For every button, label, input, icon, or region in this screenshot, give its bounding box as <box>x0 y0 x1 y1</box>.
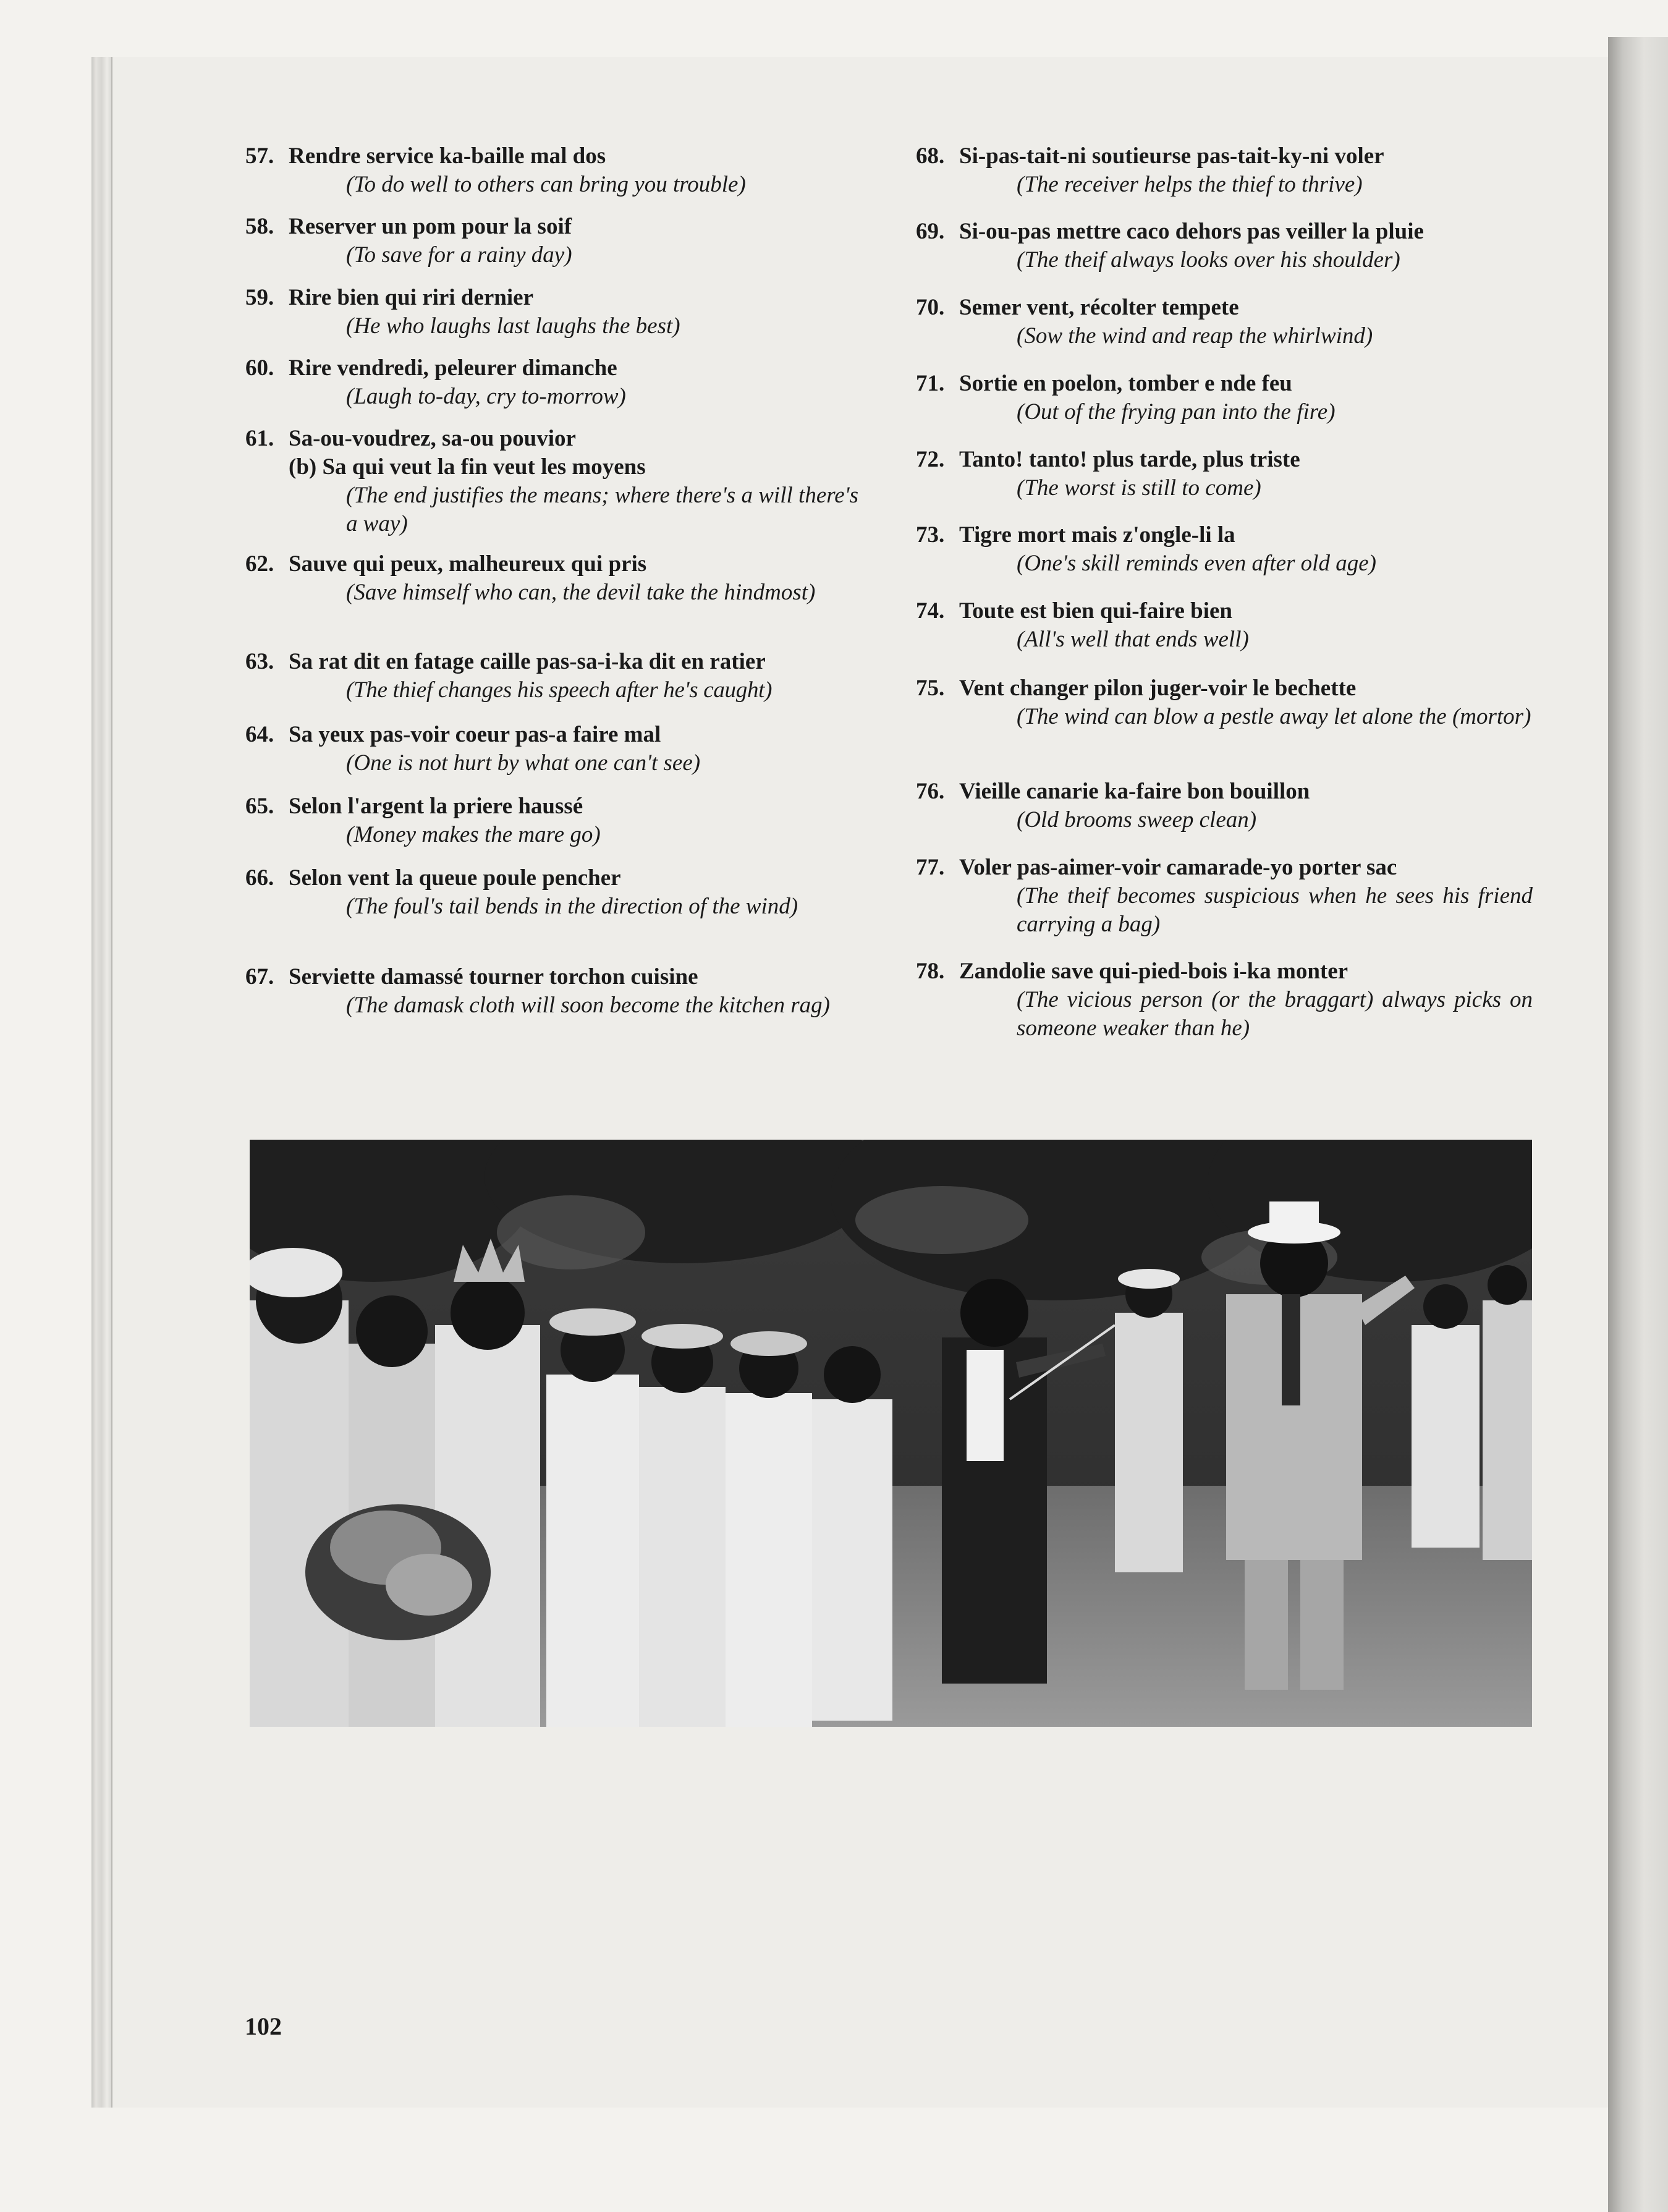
proverb-translation: (All's well that ends well) <box>1017 627 1249 652</box>
proverb-translation: (The wind can blow a pestle away let alone the (mortor) <box>1017 704 1531 729</box>
proverb-57 <box>245 142 858 213</box>
proverb-text: Si-ou-pas mettre caco dehors pas veiller la pluie <box>959 219 1424 244</box>
proverb-translation: (The vicious person (or the braggart) always picks on someone weaker than he) <box>1017 987 1533 1041</box>
proverb-number: 74. <box>916 598 945 624</box>
proverb-text: Semer vent, récolter tempete <box>959 295 1239 320</box>
proverb-translation: (The worst is still to come) <box>1017 475 1261 501</box>
proverb-text: Sa yeux pas-voir coeur pas-a faire mal <box>289 722 661 747</box>
proverb-67 <box>245 963 858 1020</box>
proverb-number: 67. <box>245 964 274 989</box>
proverb-number: 64. <box>245 722 274 747</box>
proverb-text: Zandolie save qui-pied-bois i-ka monter <box>959 959 1348 984</box>
page-number: 102 <box>245 2012 282 2040</box>
proverb-62 <box>245 550 858 648</box>
proverb-text: Rire bien qui riri dernier <box>289 285 533 310</box>
proverb-number: 63. <box>245 649 274 674</box>
proverb-72 <box>916 446 1533 521</box>
proverb-number: 57. <box>245 143 274 169</box>
proverb-63 <box>245 648 858 721</box>
proverb-number: 61. <box>245 426 274 451</box>
proverb-number: 68. <box>916 143 945 169</box>
proverb-text: Rire vendredi, peleurer dimanche <box>289 355 617 381</box>
proverb-text: Selon l'argent la priere haussé <box>289 794 583 819</box>
proverb-translation: (Old brooms sweep clean) <box>1017 807 1257 833</box>
proverb-text: Sa-ou-voudrez, sa-ou pouvior <box>289 426 576 451</box>
proverb-number: 59. <box>245 285 274 310</box>
proverb-number: 66. <box>245 865 274 891</box>
proverb-76 <box>916 778 1533 854</box>
proverb-text: Tanto! tanto! plus tarde, plus triste <box>959 447 1300 472</box>
proverb-71 <box>916 370 1533 446</box>
proverb-translation: (To do well to others can bring you trouble) <box>346 172 746 197</box>
proverb-text: Si-pas-tait-ni soutieurse pas-tait-ky-ni voler <box>959 143 1384 169</box>
proverbs-right-column <box>916 142 1533 1043</box>
proverb-number: 69. <box>916 219 945 244</box>
proverb-text: Sauve qui peux, malheureux qui pris <box>289 551 647 577</box>
proverb-translation: (He who laughs last laughs the best) <box>346 313 680 339</box>
proverb-translation: (The theif always looks over his shoulder) <box>1017 247 1400 273</box>
proverb-text: Rendre service ka-baille mal dos <box>289 143 606 169</box>
proverb-translation: (One's skill reminds even after old age) <box>1017 551 1376 576</box>
proverb-number: 71. <box>916 371 945 396</box>
proverb-translation: (The damask cloth will soon become the kitchen rag) <box>346 993 830 1018</box>
proverb-66 <box>245 864 858 963</box>
proverb-text: Serviette damassé tourner torchon cuisine <box>289 964 698 989</box>
proverb-text: Selon vent la queue poule pencher <box>289 865 621 891</box>
proverb-60 <box>245 354 858 425</box>
proverb-translation: (The thief changes his speech after he's caught) <box>346 677 773 703</box>
proverb-translation: (Save himself who can, the devil take the hindmost) <box>346 580 816 605</box>
proverb-translation: (One is not hurt by what one can't see) <box>346 750 701 776</box>
photograph-illustration <box>250 1140 1532 1727</box>
proverb-59 <box>245 284 858 354</box>
proverb-translation: (The end justifies the means; where there's a will there's a way) <box>346 483 858 536</box>
proverb-text: Sa rat dit en fatage caille pas-sa-i-ka dit en ratier <box>289 649 766 674</box>
proverb-text: Vieille canarie ka-faire bon bouillon <box>959 779 1310 804</box>
proverbs-left-column <box>245 142 858 1020</box>
proverb-number: 72. <box>916 447 945 472</box>
proverb-number: 58. <box>245 214 274 239</box>
proverb-translation: (The theif becomes suspicious when he sees his friend carrying a bag) <box>1017 883 1533 937</box>
proverb-text: Vent changer pilon juger-voir le bechette <box>959 676 1357 701</box>
proverb-number: 73. <box>916 522 945 548</box>
proverb-translation: (Laugh to-day, cry to-morrow) <box>346 384 626 409</box>
proverb-text: Voler pas-aimer-voir camarade-yo porter sac <box>959 855 1397 880</box>
proverb-subtext: (b) Sa qui veut la fin veut les moyens <box>289 454 646 480</box>
proverb-61 <box>245 425 858 550</box>
proverb-number: 65. <box>245 794 274 819</box>
proverb-73 <box>916 521 1533 597</box>
proverb-number: 76. <box>916 779 945 804</box>
proverb-64 <box>245 721 858 792</box>
proverb-translation: (The receiver helps the thief to thrive) <box>1017 172 1363 197</box>
proverb-65 <box>245 792 858 864</box>
proverb-69 <box>916 218 1533 294</box>
proverb-translation: (Out of the frying pan into the fire) <box>1017 399 1336 425</box>
next-page-edge <box>1608 37 1668 2212</box>
proverb-number: 62. <box>245 551 274 577</box>
proverb-number: 60. <box>245 355 274 381</box>
proverb-text: Sortie en poelon, tomber e nde feu <box>959 371 1292 396</box>
proverb-75 <box>916 674 1533 778</box>
proverb-text: Reserver un pom pour la soif <box>289 214 572 239</box>
proverb-70 <box>916 294 1533 370</box>
proverb-number: 77. <box>916 855 945 880</box>
proverb-translation: (The foul's tail bends in the direction of the wind) <box>346 894 798 919</box>
proverb-text: Tigre mort mais z'ongle-li la <box>959 522 1235 548</box>
proverb-translation: (Sow the wind and reap the whirlwind) <box>1017 323 1373 349</box>
festival-photograph <box>250 1140 1532 1727</box>
proverb-68 <box>916 142 1533 218</box>
page-edge-stack <box>91 57 114 2108</box>
proverb-translation: (Money makes the mare go) <box>346 822 601 847</box>
proverb-number: 70. <box>916 295 945 320</box>
proverb-translation: (To save for a rainy day) <box>346 242 572 268</box>
proverb-number: 75. <box>916 676 945 701</box>
proverb-number: 78. <box>916 959 945 984</box>
proverb-78 <box>916 957 1533 1043</box>
proverb-58 <box>245 213 858 284</box>
proverb-77 <box>916 854 1533 957</box>
proverb-74 <box>916 597 1533 674</box>
proverb-text: Toute est bien qui-faire bien <box>959 598 1232 624</box>
